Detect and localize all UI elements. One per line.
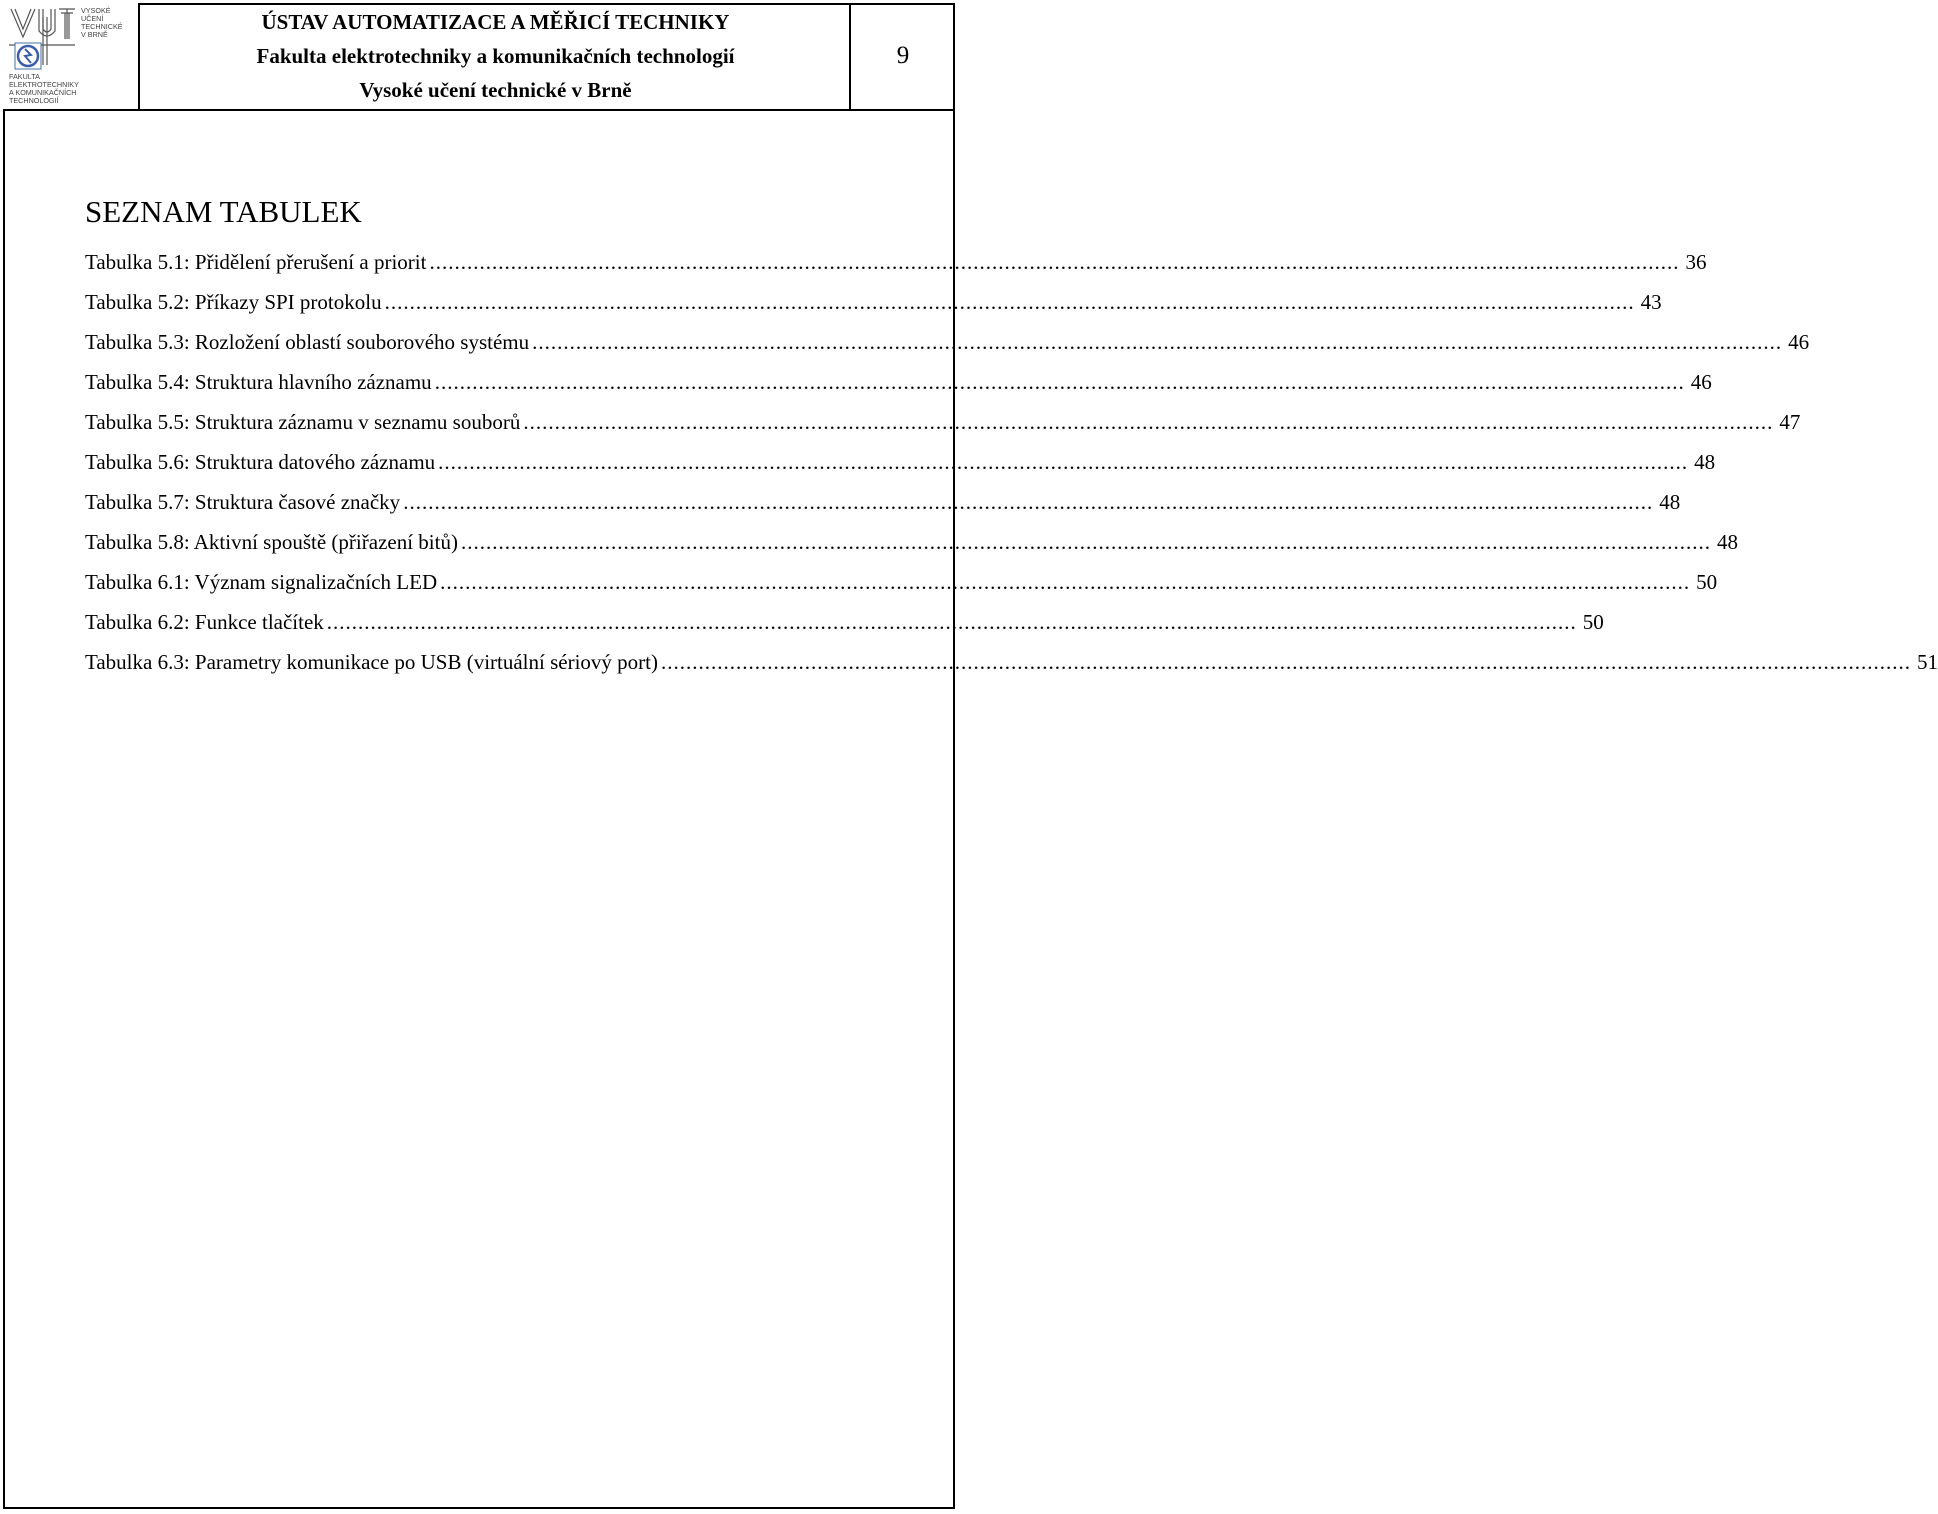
toc-entry-label: Tabulka 5.7: Struktura časové značky [85, 490, 401, 514]
toc-entry-label: Tabulka 6.3: Parametry komunikace po USB (virtuální sériový port) [85, 650, 658, 674]
toc-entry-label: Tabulka 5.3: Rozložení oblastí souborového systému [85, 330, 530, 354]
logo-text-line: UČENÍ [81, 14, 104, 23]
toc-entry[interactable] [85, 242, 1707, 282]
toc-entry-label: Tabulka 5.4: Struktura hlavního záznamu [85, 370, 432, 394]
dot-leader: ........................................................................................................................................................................................................ [438, 450, 1689, 474]
dot-leader: ........................................................................................................................................................................................................ [661, 650, 1911, 674]
toc-entry[interactable] [85, 322, 1810, 362]
logo-text-line: FAKULTA [9, 72, 40, 81]
faculty-logo [3, 3, 140, 111]
dot-leader: ........................................................................................................................................................................................................ [523, 410, 1774, 434]
dot-leader: ........................................................................................................................................................................................................ [532, 330, 1783, 354]
university-name: Vysoké učení technické v Brně [359, 78, 632, 102]
logo-text-line: VYSOKÉ [81, 6, 111, 15]
dot-leader: ........................................................................................................................................................................................................ [384, 290, 1635, 314]
toc-entry[interactable] [85, 482, 1681, 522]
toc-entry-label: Tabulka 6.1: Význam signalizačních LED [85, 570, 438, 594]
dot-leader: ........................................................................................................................................................................................................ [429, 250, 1680, 274]
toc-entry[interactable] [85, 602, 1604, 642]
dot-leader: ........................................................................................................................................................................................................ [326, 610, 1577, 634]
toc-entry-page: 50 [1696, 570, 1718, 594]
toc-entry-page: 46 [1788, 330, 1810, 354]
toc-entry-page: 48 [1659, 490, 1681, 514]
toc-entry-label: Tabulka 5.1: Přidělení přerušení a priorit [85, 250, 427, 274]
toc-entry-label: Tabulka 5.2: Příkazy SPI protokolu [85, 290, 382, 314]
toc-entry[interactable] [85, 562, 1718, 602]
vut-feec-logo-icon [3, 3, 138, 109]
dot-leader: ........................................................................................................................................................................................................ [440, 570, 1691, 594]
toc-entry[interactable] [85, 282, 1662, 322]
section-title: SEZNAM TABULEK [85, 194, 362, 229]
toc-entry-page: 46 [1690, 370, 1712, 394]
toc-entry-page: 48 [1694, 450, 1716, 474]
toc-entry-page: 50 [1582, 610, 1604, 634]
toc-entry-page: 48 [1716, 530, 1738, 554]
dot-leader: ........................................................................................................................................................................................................ [434, 370, 1685, 394]
toc-entry[interactable] [85, 362, 1712, 402]
running-header [140, 3, 851, 111]
logo-text-line: ELEKTROTECHNIKY [9, 80, 79, 89]
dot-leader: ........................................................................................................................................................................................................ [403, 490, 1654, 514]
faculty-name: Fakulta elektrotechniky a komunikačních technologií [256, 44, 735, 68]
toc-entry[interactable] [85, 522, 1738, 562]
toc-entry-page: 47 [1779, 410, 1801, 434]
toc-entry-label: Tabulka 5.8: Aktivní spouště (přiřazení bitů) [85, 530, 458, 554]
toc-entry[interactable] [85, 402, 1801, 442]
toc-entry-page: 51 [1917, 650, 1938, 674]
logo-text-line: V BRNĚ [81, 30, 108, 39]
page-number: 9 [849, 3, 955, 111]
logo-text-line: A KOMUNIKAČNÍCH [9, 88, 77, 97]
toc-entry-label: Tabulka 5.5: Struktura záznamu v seznamu souborů [85, 410, 521, 434]
logo-text-line: TECHNICKÉ [81, 22, 123, 31]
toc-entry[interactable] [85, 642, 1938, 682]
toc-entry-page: 36 [1685, 250, 1707, 274]
institute-name: ÚSTAV AUTOMATIZACE A MĚŘICÍ TECHNIKY [261, 10, 730, 34]
toc-entry[interactable] [85, 442, 1716, 482]
dot-leader: ........................................................................................................................................................................................................ [460, 530, 1711, 554]
toc-entry-label: Tabulka 6.2: Funkce tlačítek [85, 610, 324, 634]
logo-text-line: TECHNOLOGIÍ [9, 96, 59, 105]
list-of-tables [85, 242, 1938, 682]
toc-entry-label: Tabulka 5.6: Struktura datového záznamu [85, 450, 436, 474]
toc-entry-page: 43 [1640, 290, 1662, 314]
